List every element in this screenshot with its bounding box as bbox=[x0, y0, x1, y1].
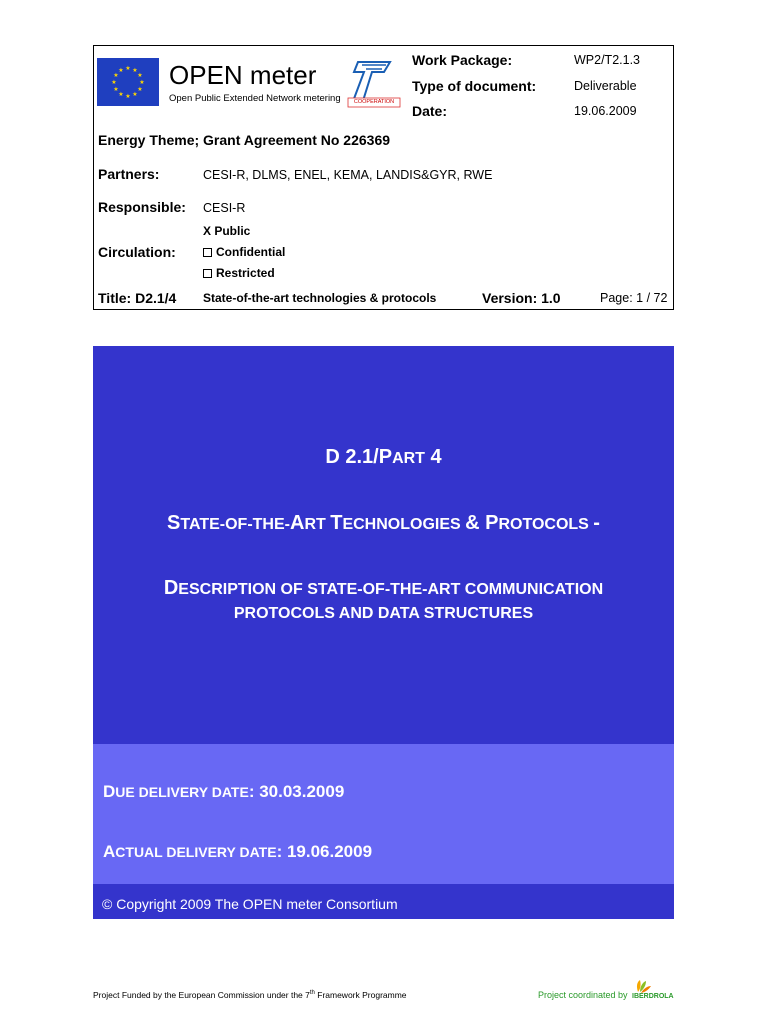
cover-dates-area bbox=[93, 744, 674, 884]
fp7-logo-text: COOPERATION bbox=[353, 99, 395, 105]
svg-text:★: ★ bbox=[113, 86, 119, 93]
title-segment: TATE-OF-THE- bbox=[180, 516, 290, 533]
brand-name: OPEN meter bbox=[169, 60, 317, 90]
document-header-box bbox=[93, 45, 674, 310]
due-delivery-date: DUE DELIVERY DATE: 30.03.2009 bbox=[103, 782, 345, 801]
document-id: D 2.1/PART 4 bbox=[325, 446, 442, 468]
title-segment: ECHNOLOGIES bbox=[342, 516, 466, 533]
actual-delivery-date: ACTUAL DELIVERY DATE: 19.06.2009 bbox=[103, 842, 373, 861]
work-package-value: WP2/T2.1.3 bbox=[574, 53, 640, 67]
svg-text:★: ★ bbox=[125, 65, 131, 72]
brand-subtitle: Open Public Extended Network metering bbox=[169, 93, 341, 104]
title-segment: ESCRIPTION OF STATE-OF-THE-ART COMMUNICATION bbox=[178, 581, 604, 598]
version: Version: 1.0 bbox=[482, 290, 561, 306]
work-package-label: Work Package: bbox=[412, 52, 513, 68]
energy-theme: Energy Theme; Grant Agreement No 226369 bbox=[98, 132, 391, 148]
circulation-label: Circulation: bbox=[98, 244, 176, 260]
title-segment: S bbox=[167, 512, 181, 534]
svg-text:★: ★ bbox=[137, 72, 143, 79]
svg-text:★: ★ bbox=[132, 91, 138, 98]
title-segment: & P bbox=[465, 512, 499, 534]
title-segment: A bbox=[289, 512, 305, 534]
title-label: Title: D2.1/4 bbox=[98, 290, 177, 306]
title-segment: - bbox=[593, 512, 600, 534]
cover-panel bbox=[93, 346, 674, 919]
coordinated-by: Project coordinated by bbox=[538, 990, 628, 1000]
cover-title-area bbox=[93, 346, 674, 744]
doc-type-label: Type of document: bbox=[412, 78, 537, 94]
document-title-line-1 bbox=[93, 512, 674, 535]
funding-note: Project Funded by the European Commission under the 7th Framework Programme bbox=[93, 990, 407, 1000]
circulation-public: X Public bbox=[203, 224, 251, 238]
svg-text:★: ★ bbox=[118, 67, 124, 74]
svg-text:★: ★ bbox=[113, 72, 119, 79]
copyright-notice: © Copyright 2009 The OPEN meter Consortium bbox=[102, 896, 398, 912]
partners-value: CESI-R, DLMS, ENEL, KEMA, LANDIS&GYR, RWE bbox=[203, 168, 493, 182]
title-segment: T bbox=[330, 512, 343, 534]
title-segment: D bbox=[163, 577, 179, 599]
date-value: 19.06.2009 bbox=[574, 104, 637, 118]
responsible-label: Responsible: bbox=[98, 199, 186, 215]
page-number: Page: 1 / 72 bbox=[600, 291, 668, 305]
circulation-confidential bbox=[203, 245, 285, 259]
partners-label: Partners: bbox=[98, 166, 160, 182]
iberdrola-logo-text: IBERDROLA bbox=[632, 993, 674, 1000]
responsible-value: CESI-R bbox=[203, 201, 246, 215]
document-title-line-2 bbox=[93, 577, 674, 600]
circulation-restricted bbox=[203, 266, 275, 280]
date-label: Date: bbox=[412, 103, 448, 119]
circulation-restricted-label: Restricted bbox=[216, 266, 275, 280]
checkbox-icon bbox=[203, 269, 212, 278]
svg-text:★: ★ bbox=[125, 93, 131, 100]
circulation-confidential-label: Confidential bbox=[216, 245, 286, 259]
svg-text:★: ★ bbox=[118, 91, 124, 98]
checkbox-icon bbox=[203, 248, 212, 257]
title-segment: RT bbox=[304, 516, 331, 533]
svg-text:★: ★ bbox=[137, 86, 143, 93]
fp7-logo-icon bbox=[344, 56, 404, 111]
iberdrola-logo-icon bbox=[630, 978, 682, 1004]
svg-text:★: ★ bbox=[139, 79, 145, 86]
svg-text:★: ★ bbox=[111, 79, 117, 86]
title-value: State-of-the-art technologies & protocols bbox=[203, 291, 437, 305]
title-segment: PROTOCOLS AND DATA STRUCTURES bbox=[233, 605, 534, 622]
title-segment: ROTOCOLS bbox=[498, 516, 594, 533]
doc-type-value: Deliverable bbox=[574, 79, 637, 93]
svg-text:★: ★ bbox=[132, 67, 138, 74]
document-title-line-3 bbox=[93, 605, 674, 623]
eu-flag-icon bbox=[97, 58, 159, 106]
